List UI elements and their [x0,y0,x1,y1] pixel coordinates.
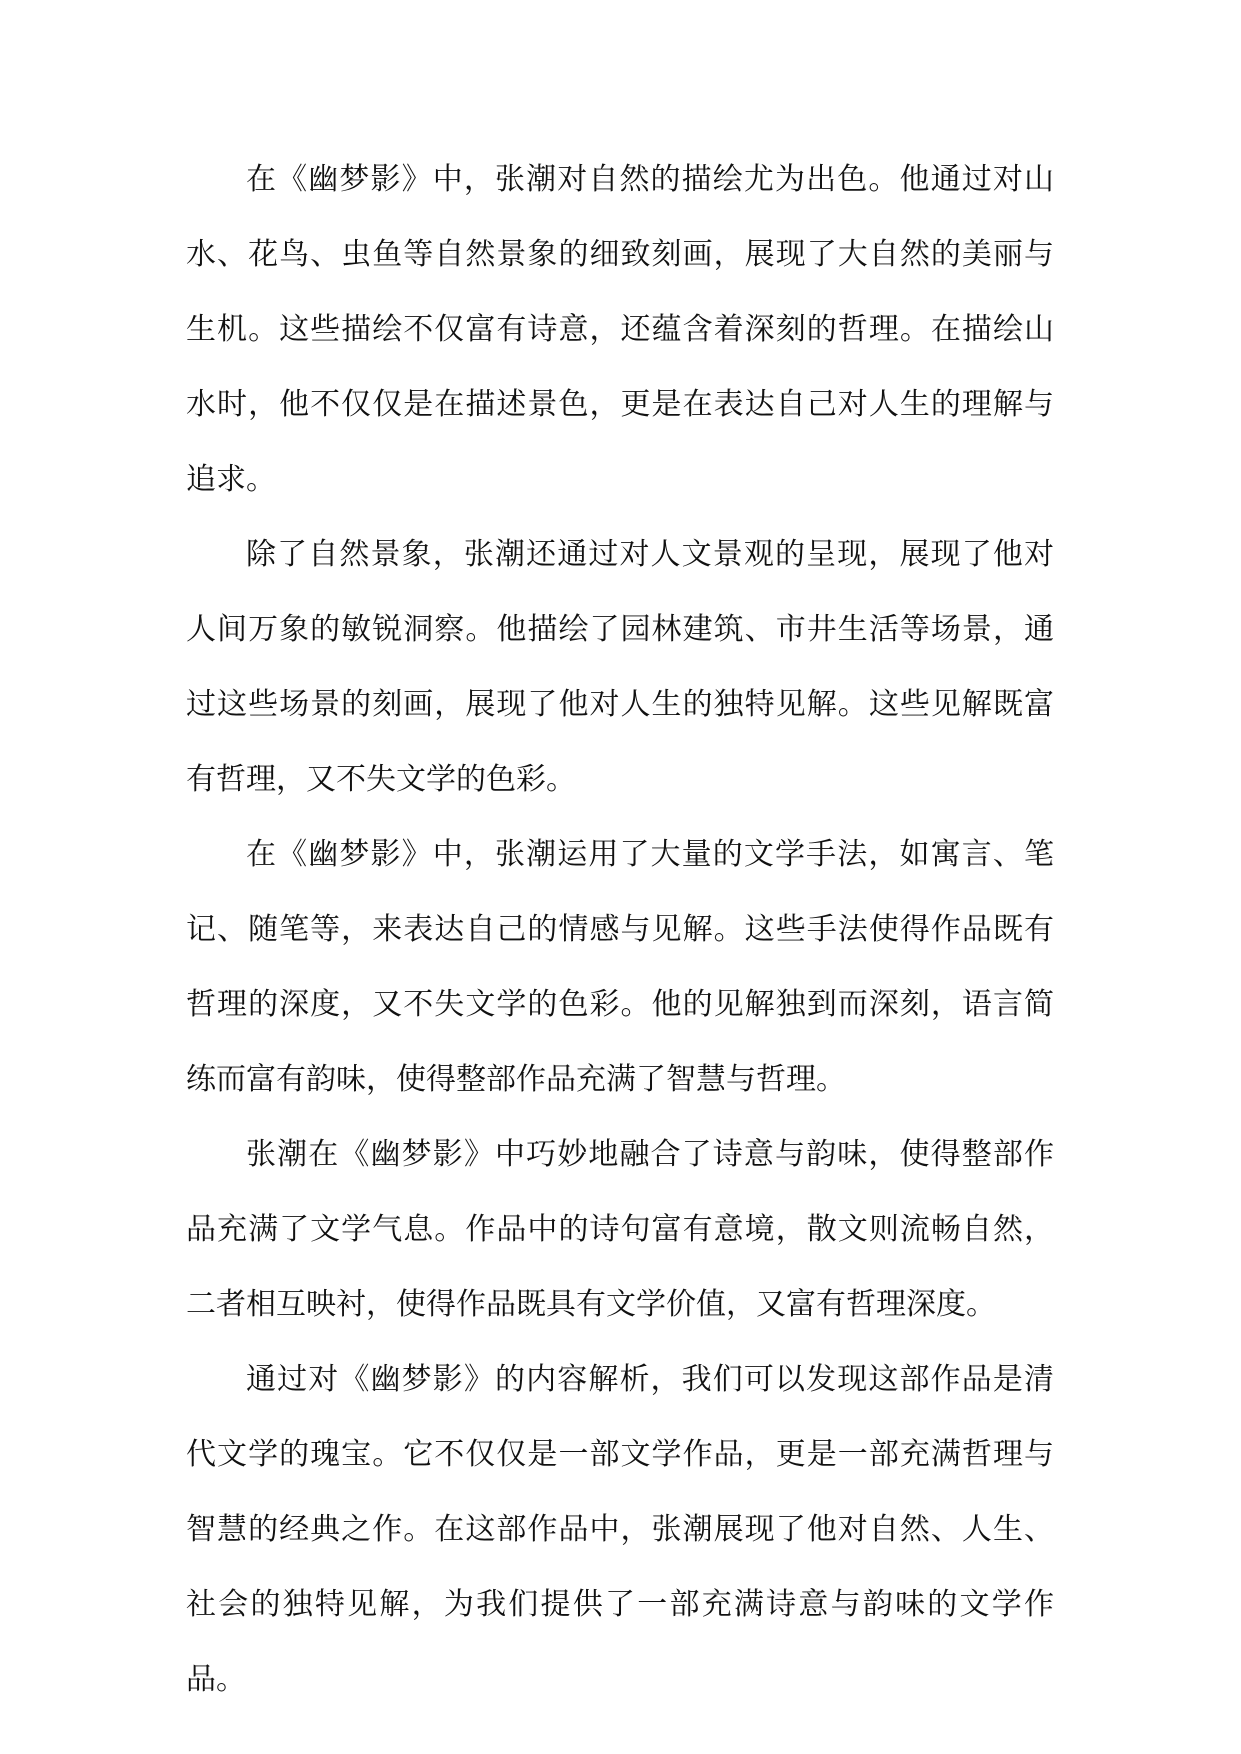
paragraph-4: 张潮在《幽梦影》中巧妙地融合了诗意与韵味，使得整部作品充满了文学气息。作品中的诗句富有意境，散文则流畅自然，二者相互映衬，使得作品既具有文学价值，又富有哲理深度。 [186,1137,1054,1322]
paragraph-1: 在《幽梦影》中，张潮对自然的描绘尤为出色。他通过对山水、花鸟、虫鱼等自然景象的细致刻画，展现了大自然的美丽与生机。这些描绘不仅富有诗意，还蕴含着深刻的哲理。在描绘山水时，他不仅仅是在描述景色，更是在表达自己对人生的理解与追求。 [186,162,1054,497]
paragraph-5: 通过对《幽梦影》的内容解析，我们可以发现这部作品是清代文学的瑰宝。它不仅仅是一部文学作品，更是一部充满哲理与智慧的经典之作。在这部作品中，张潮展现了他对自然、人生、社会的独特见解，为我们提供了一部充满诗意与韵味的文学作品。 [186,1362,1054,1697]
document-body [186,142,1054,1717]
paragraph-3: 在《幽梦影》中，张潮运用了大量的文学手法，如寓言、笔记、随笔等，来表达自己的情感与见解。这些手法使得作品既有哲理的深度，又不失文学的色彩。他的见解独到而深刻，语言简练而富有韵味，使得整部作品充满了智慧与哲理。 [186,837,1054,1097]
paragraph-2: 除了自然景象，张潮还通过对人文景观的呈现，展现了他对人间万象的敏锐洞察。他描绘了园林建筑、市井生活等场景，通过这些场景的刻画，展现了他对人生的独特见解。这些见解既富有哲理，又不失文学的色彩。 [186,537,1054,797]
